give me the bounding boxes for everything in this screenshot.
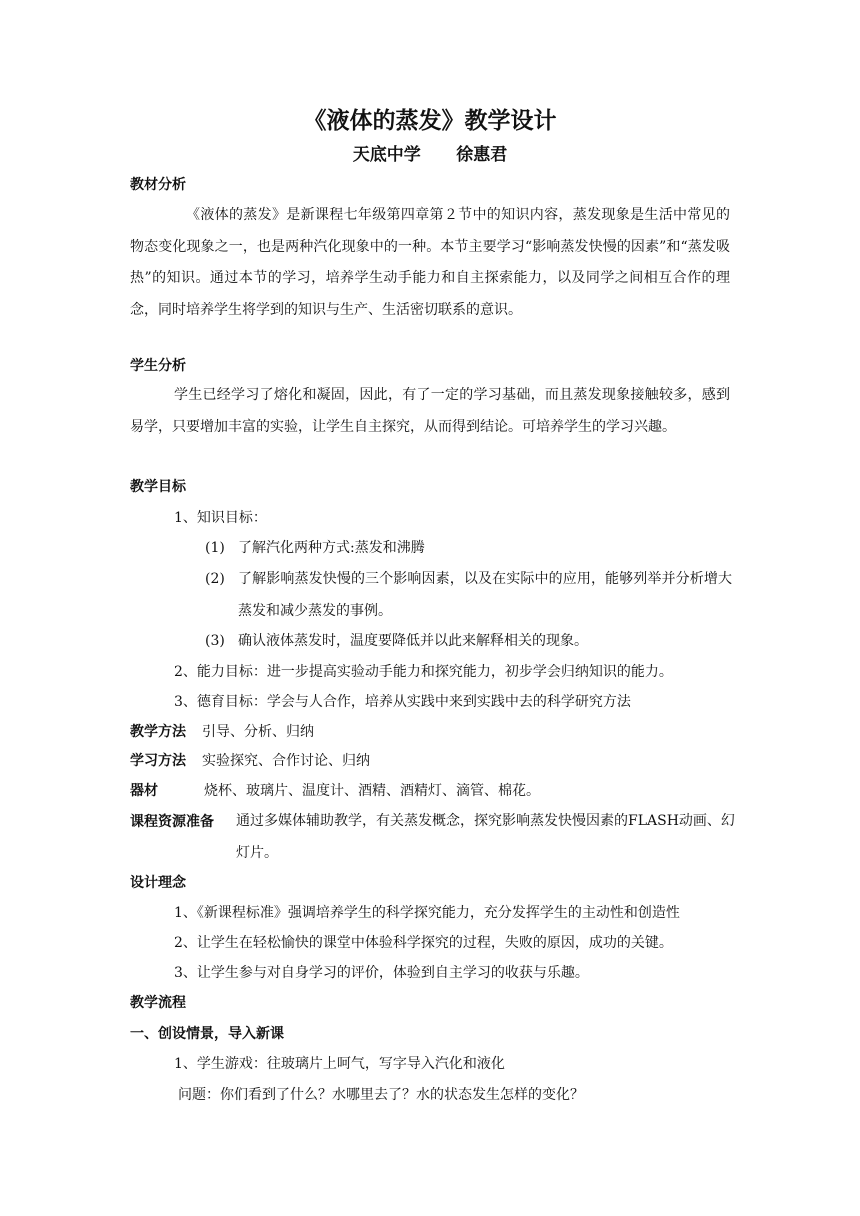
- step1-heading: 一、创设情景，导入新课: [130, 1026, 284, 1042]
- section-heading-student-analysis: 学生分析: [130, 358, 186, 374]
- knowledge-goal-item-3: [205, 626, 768, 658]
- design-concept-item-3: 3、让学生参与对自身学习的评价，体验到自主学习的收获与乐趣。: [174, 965, 589, 981]
- equipment-row: [130, 781, 540, 801]
- item-text: 了解汽化两种方式:蒸发和沸腾: [238, 540, 425, 556]
- item-text: 确认液体蒸发时，温度要降低并以此来解释相关的现象。: [238, 633, 588, 649]
- step1-question: 问题：你们看到了什么？水哪里去了？水的状态发生怎样的变化？: [178, 1087, 584, 1103]
- materials-analysis-text: 《液体的蒸发》是新课程七年级第四章第２节中的知识内容，蒸发现象是生活中常见的物态变化现象之一，也是两种汽化现象中的一种。本节主要学习“影响蒸发快慢的因素”和“蒸发吸热”的知识。通过本节的学习，培养学生动手能力和自主探索能力，以及同学之间相互合作的理念，同时培养学生将学到的知识与生产、生活密切联系的意识。: [130, 207, 730, 318]
- learning-method-value: 实验探究、合作讨论、归纳: [202, 753, 370, 769]
- moral-goal: 3、德育目标：学会与人合作，培养从实践中来到实践中去的科学研究方法: [174, 694, 631, 710]
- teaching-method-row: [130, 722, 314, 742]
- resources-label: 课程资源准备: [130, 814, 214, 830]
- item-text: 了解影响蒸发快慢的三个影响因素，以及在实际中的应用，能够列举并分析增大蒸发和减少蒸发的事例。: [238, 571, 732, 619]
- knowledge-goal-item-1: [205, 533, 768, 565]
- design-concept-item-2: 2、让学生在轻松愉快的课堂中体验科学探究的过程，失败的原因，成功的关键。: [174, 935, 673, 951]
- ability-goal: 2、能力目标：进一步提高实验动手能力和探究能力，初步学会归纳知识的能力。: [174, 664, 673, 680]
- item-number: (2): [205, 571, 225, 587]
- item-number: (1): [205, 540, 225, 556]
- student-analysis-text: 学生已经学习了熔化和凝固，因此，有了一定的学习基础，而且蒸发现象接触较多，感到易学，只要增加丰富的实验，让学生自主探究，从而得到结论。可培养学生的学习兴趣。: [130, 387, 730, 435]
- page-title: 《液体的蒸发》教学设计: [303, 108, 557, 134]
- equipment-label: 器材: [130, 783, 158, 799]
- learning-method-label: 学习方法: [130, 753, 186, 769]
- section-heading-teaching-goals: 教学目标: [130, 479, 186, 495]
- knowledge-goal-item-2: [205, 564, 732, 627]
- teaching-method-label: 教学方法: [130, 724, 186, 740]
- equipment-value: 烧杯、玻璃片、温度计、酒精、酒精灯、滴管、棉花。: [204, 783, 540, 799]
- step1-item-1: 1、学生游戏：往玻璃片上呵气，写字导入汽化和液化: [174, 1056, 505, 1072]
- section-heading-materials-analysis: 教材分析: [130, 177, 186, 193]
- learning-method-row: [130, 751, 370, 771]
- design-concept-item-1: 1、《新课程标准》强调培养学生的科学探究能力，充分发挥学生的主动性和创造性: [174, 905, 680, 921]
- section-heading-design-concept: 设计理念: [130, 875, 186, 891]
- resources-value: 通过多媒体辅助教学，有关蒸发概念，探究影响蒸发快慢因素的FLASH动画、幻灯片。: [236, 813, 735, 861]
- item-number: (3): [205, 633, 225, 649]
- knowledge-goal-label: 1、知识目标：: [174, 510, 267, 526]
- teaching-method-value: 引导、分析、归纳: [202, 724, 314, 740]
- section-heading-teaching-process: 教学流程: [130, 995, 186, 1011]
- author-line: 天底中学 徐惠君: [352, 145, 508, 165]
